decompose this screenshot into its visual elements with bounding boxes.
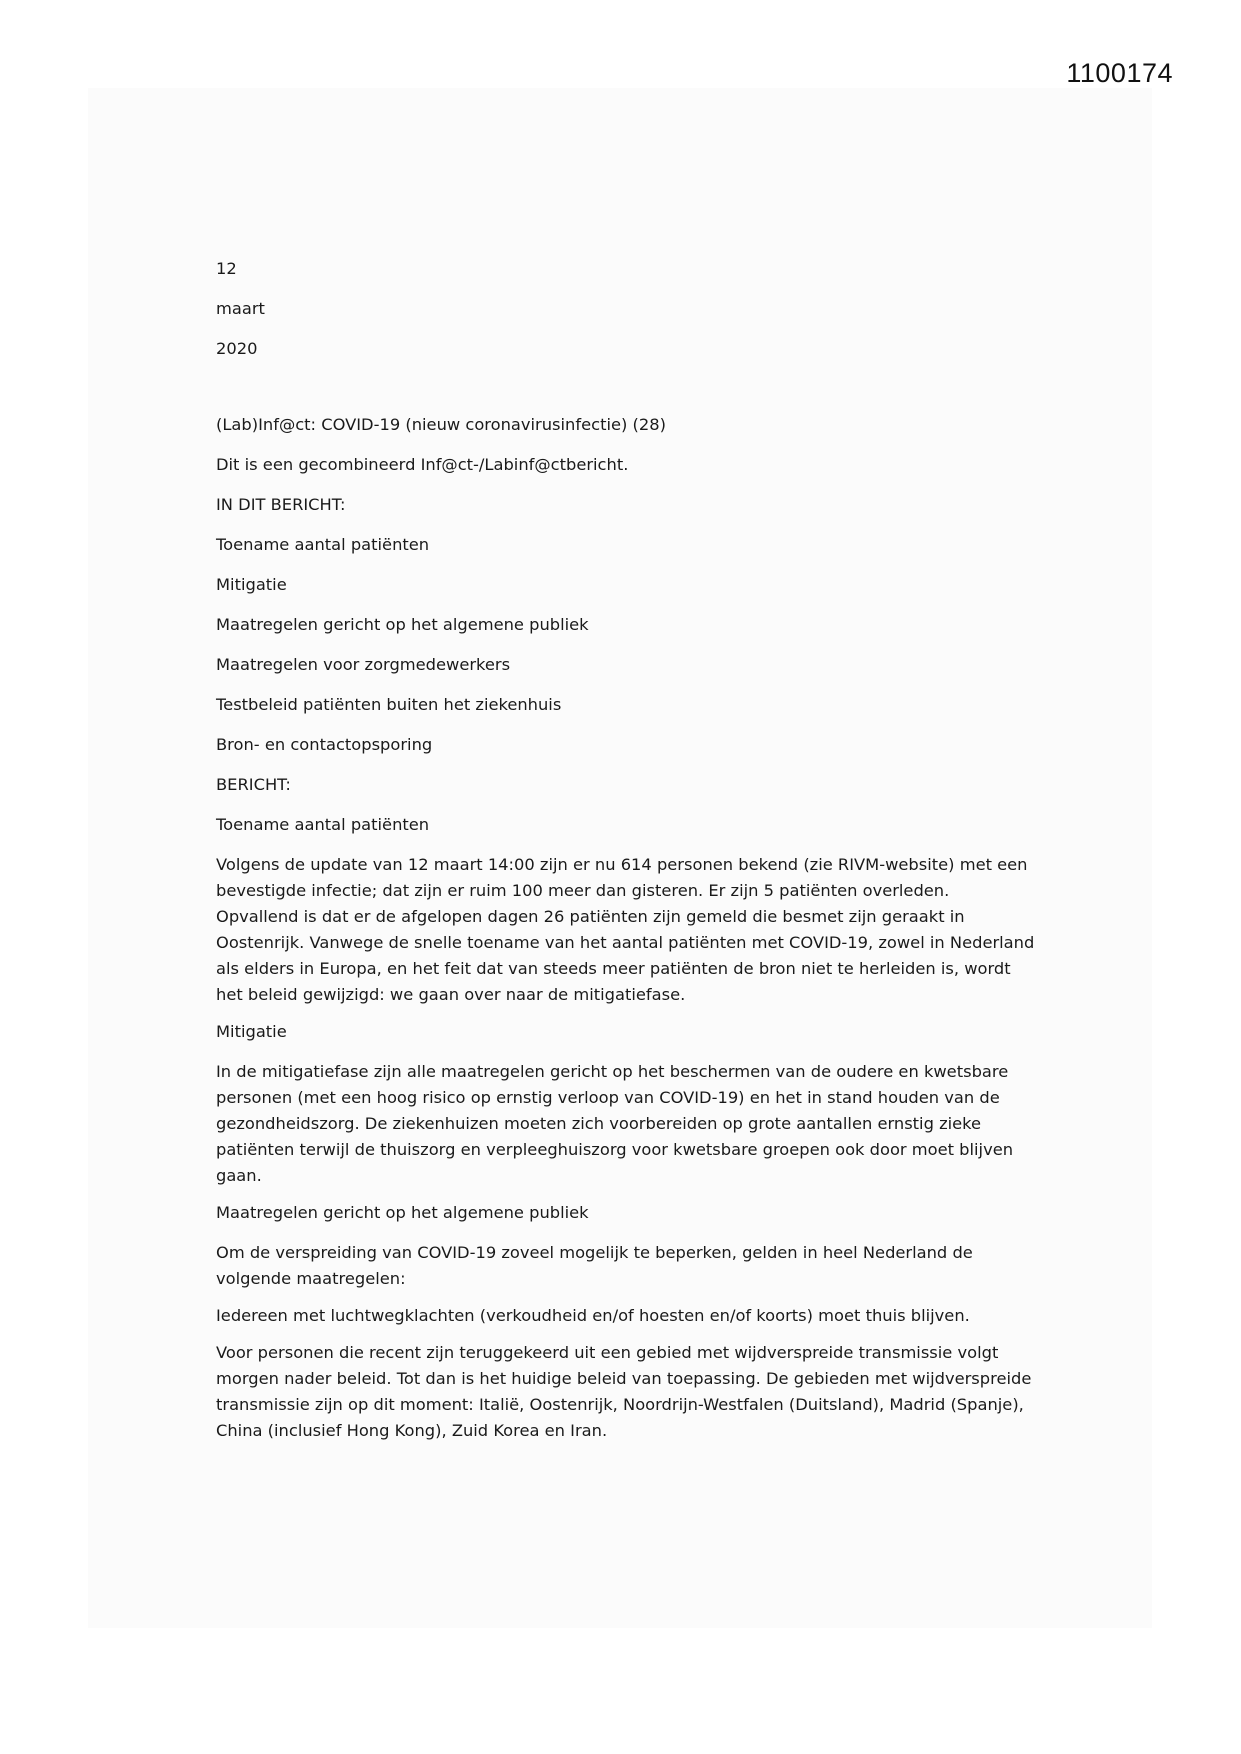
document-number: 1100174	[1066, 58, 1173, 88]
toc-item: Maatregelen voor zorgmedewerkers	[216, 655, 511, 674]
section-text-public-3: Voor personen die recent zijn teruggekeerd uit een gebied met wijdverspreide transmissie volgt morgen nader beleid. Tot dan is het huidige beleid van toepassing. De gebieden met wijdverspreide transmissie zijn op dit moment: Italië, Oostenrijk, Noordrijn-Westfalen (Duitsland), Madrid (Spanje), China (inclusief Hong Kong), Zuid Korea en Iran.	[216, 1343, 1032, 1440]
toc-item: Testbeleid patiënten buiten het ziekenhuis	[216, 695, 562, 714]
date-year: 2020	[216, 339, 258, 358]
section-text-increase: Volgens de update van 12 maart 14:00 zijn er nu 614 personen bekend (zie RIVM-website) met een bevestigde infectie; dat zijn er ruim 100 meer dan gisteren. Er zijn 5 patiënten overleden. Opvallend is dat er de afgelopen dagen 26 patiënten zijn gemeld die besmet zijn geraakt in Oostenrijk. Vanwege de snelle toename van het aantal patiënten met COVID-19, zowel in Nederland als elders in Europa, en het feit dat van steeds meer patiënten de bron niet te herleiden is, wordt het beleid gewijzigd: we gaan over naar de mitigatiefase.	[216, 855, 1035, 1004]
section-text-public-1: Om de verspreiding van COVID-19 zoveel mogelijk te beperken, gelden in heel Nederland de volgende maatregelen:	[216, 1243, 973, 1288]
toc-item: Toename aantal patiënten	[216, 535, 430, 554]
message-body	[216, 256, 1036, 1455]
section-text-public-2: Iedereen met luchtwegklachten (verkoudheid en/of hoesten en/of koorts) moet thuis blijven.	[216, 1306, 970, 1325]
toc-item: Maatregelen gericht op het algemene publiek	[216, 615, 589, 634]
message-title: (Lab)Inf@ct: COVID-19 (nieuw coronavirusinfectie) (28)	[216, 415, 666, 434]
toc-heading: IN DIT BERICHT:	[216, 495, 346, 514]
intro-text: Dit is een gecombineerd Inf@ct-/Labinf@ctbericht.	[216, 455, 629, 474]
section-text-mitigation: In de mitigatiefase zijn alle maatregelen gericht op het beschermen van de oudere en kwetsbare personen (met een hoog risico op ernstig verloop van COVID-19) en het in stand houden van de gezondheidszorg. De ziekenhuizen moeten zich voorbereiden op grote aantallen ernstig zieke patiënten terwijl de thuiszorg en verpleeghuiszorg voor kwetsbare groepen ook door moet blijven gaan.	[216, 1062, 1014, 1185]
section-heading-mitigation: Mitigatie	[216, 1022, 287, 1041]
section-heading-increase: Toename aantal patiënten	[216, 815, 430, 834]
toc-item: Mitigatie	[216, 575, 287, 594]
date-day: 12	[216, 259, 237, 278]
date-month: maart	[216, 299, 265, 318]
section-heading-public: Maatregelen gericht op het algemene publiek	[216, 1203, 589, 1222]
message-heading: BERICHT:	[216, 775, 291, 794]
toc-item: Bron- en contactopsporing	[216, 735, 433, 754]
